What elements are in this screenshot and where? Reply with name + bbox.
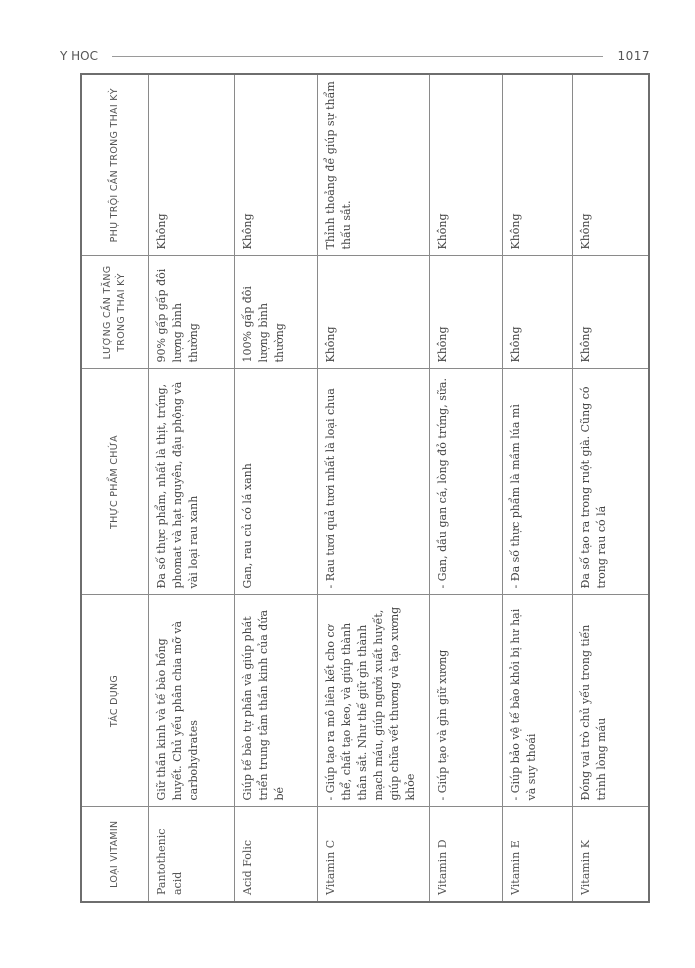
- increase-cell: 90% gấp gấp đôi lượng bình thường: [149, 256, 235, 369]
- table-row: [502, 74, 572, 902]
- vitamin-table-rotated: [80, 75, 650, 903]
- effect-cell: - Giúp tạo ra mô liên kết cho cơ thể, chất tạo keo, và giúp thành thân sắt. Như thế giữ gìn thành mạch máu, giúp ngưởi xuất huyết, giúp chữa vết thương và tạo xương khỏe: [317, 595, 430, 807]
- effect-cell: - Giúp bảo vệ tế bào khỏi bị hư hại và suy thoái: [502, 595, 572, 807]
- table-row: [573, 74, 649, 902]
- foods-cell: - Gan, dầu gan cá, lòng đỏ trứng, sữa.: [430, 369, 502, 595]
- increase-cell: Không: [502, 256, 572, 369]
- vitamin-name: Vitamin D: [430, 807, 502, 902]
- foods-cell: - Rau tươi quả tươi nhất là loại chua: [317, 369, 430, 595]
- section-title: Y HOC: [60, 49, 98, 63]
- vitamin-name: Vitamin C: [317, 807, 430, 902]
- extra-cell: Không: [430, 74, 502, 256]
- effect-cell: Đóng vai trò chủ yếu trong tiến trình lòng máu: [573, 595, 649, 807]
- extra-cell: Không: [502, 74, 572, 256]
- extra-cell: Không: [235, 74, 317, 256]
- header-rule: [112, 56, 603, 57]
- table-row: [149, 74, 235, 902]
- column-header: PHỤ TRỘI CẦN TRONG THAI KỲ: [81, 74, 149, 256]
- table-row: [317, 74, 430, 902]
- foods-cell: Đa số tạo ra trong ruột già. Cũng có trong rau có lá: [573, 369, 649, 595]
- vitamin-table: [80, 73, 650, 903]
- foods-cell: - Đa số thực phẩm là mầm lúa mì: [502, 369, 572, 595]
- running-head: [60, 46, 650, 66]
- vitamin-name: Pantothenic acid: [149, 807, 235, 902]
- extra-cell: Thỉnh thoảng để giúp sự thẩm thấu sắt.: [317, 74, 430, 256]
- effect-cell: Giúp tế bào tự phân và giúp phát triển trung tâm thần kinh của đứa bé: [235, 595, 317, 807]
- vitamin-name: Vitamin E: [502, 807, 572, 902]
- effect-cell: - Giúp tạo và gìn giữ xương: [430, 595, 502, 807]
- table-row: [235, 74, 317, 902]
- vitamin-name: Vitamin K: [573, 807, 649, 902]
- extra-cell: Không: [573, 74, 649, 256]
- column-header: TÁC DỤNG: [81, 595, 149, 807]
- column-header: LOẠI VITAMIN: [81, 807, 149, 902]
- increase-cell: 100% gấp đôi lượng bình thường: [235, 256, 317, 369]
- increase-cell: Không: [573, 256, 649, 369]
- table-header-row: [81, 74, 149, 902]
- vitamin-name: Acid Folic: [235, 807, 317, 902]
- table-row: [430, 74, 502, 902]
- foods-cell: Đa số thực phẩm, nhất là thịt, trứng, phomat và hạt nguyên, đậu phộng và vài loại rau xanh: [149, 369, 235, 595]
- column-header: THỰC PHẨM CHỨA: [81, 369, 149, 595]
- increase-cell: Không: [430, 256, 502, 369]
- extra-cell: Không: [149, 74, 235, 256]
- column-header: LƯỢNG CẦN TĂNG TRONG THAI KỲ: [81, 256, 149, 369]
- foods-cell: Gan, rau củ có lá xanh: [235, 369, 317, 595]
- page-number: 1017: [617, 49, 650, 63]
- increase-cell: Không: [317, 256, 430, 369]
- effect-cell: Giữ thần kinh và tế bào hồng huyết. Chủ yếu phân chia mỡ và carbohydrates: [149, 595, 235, 807]
